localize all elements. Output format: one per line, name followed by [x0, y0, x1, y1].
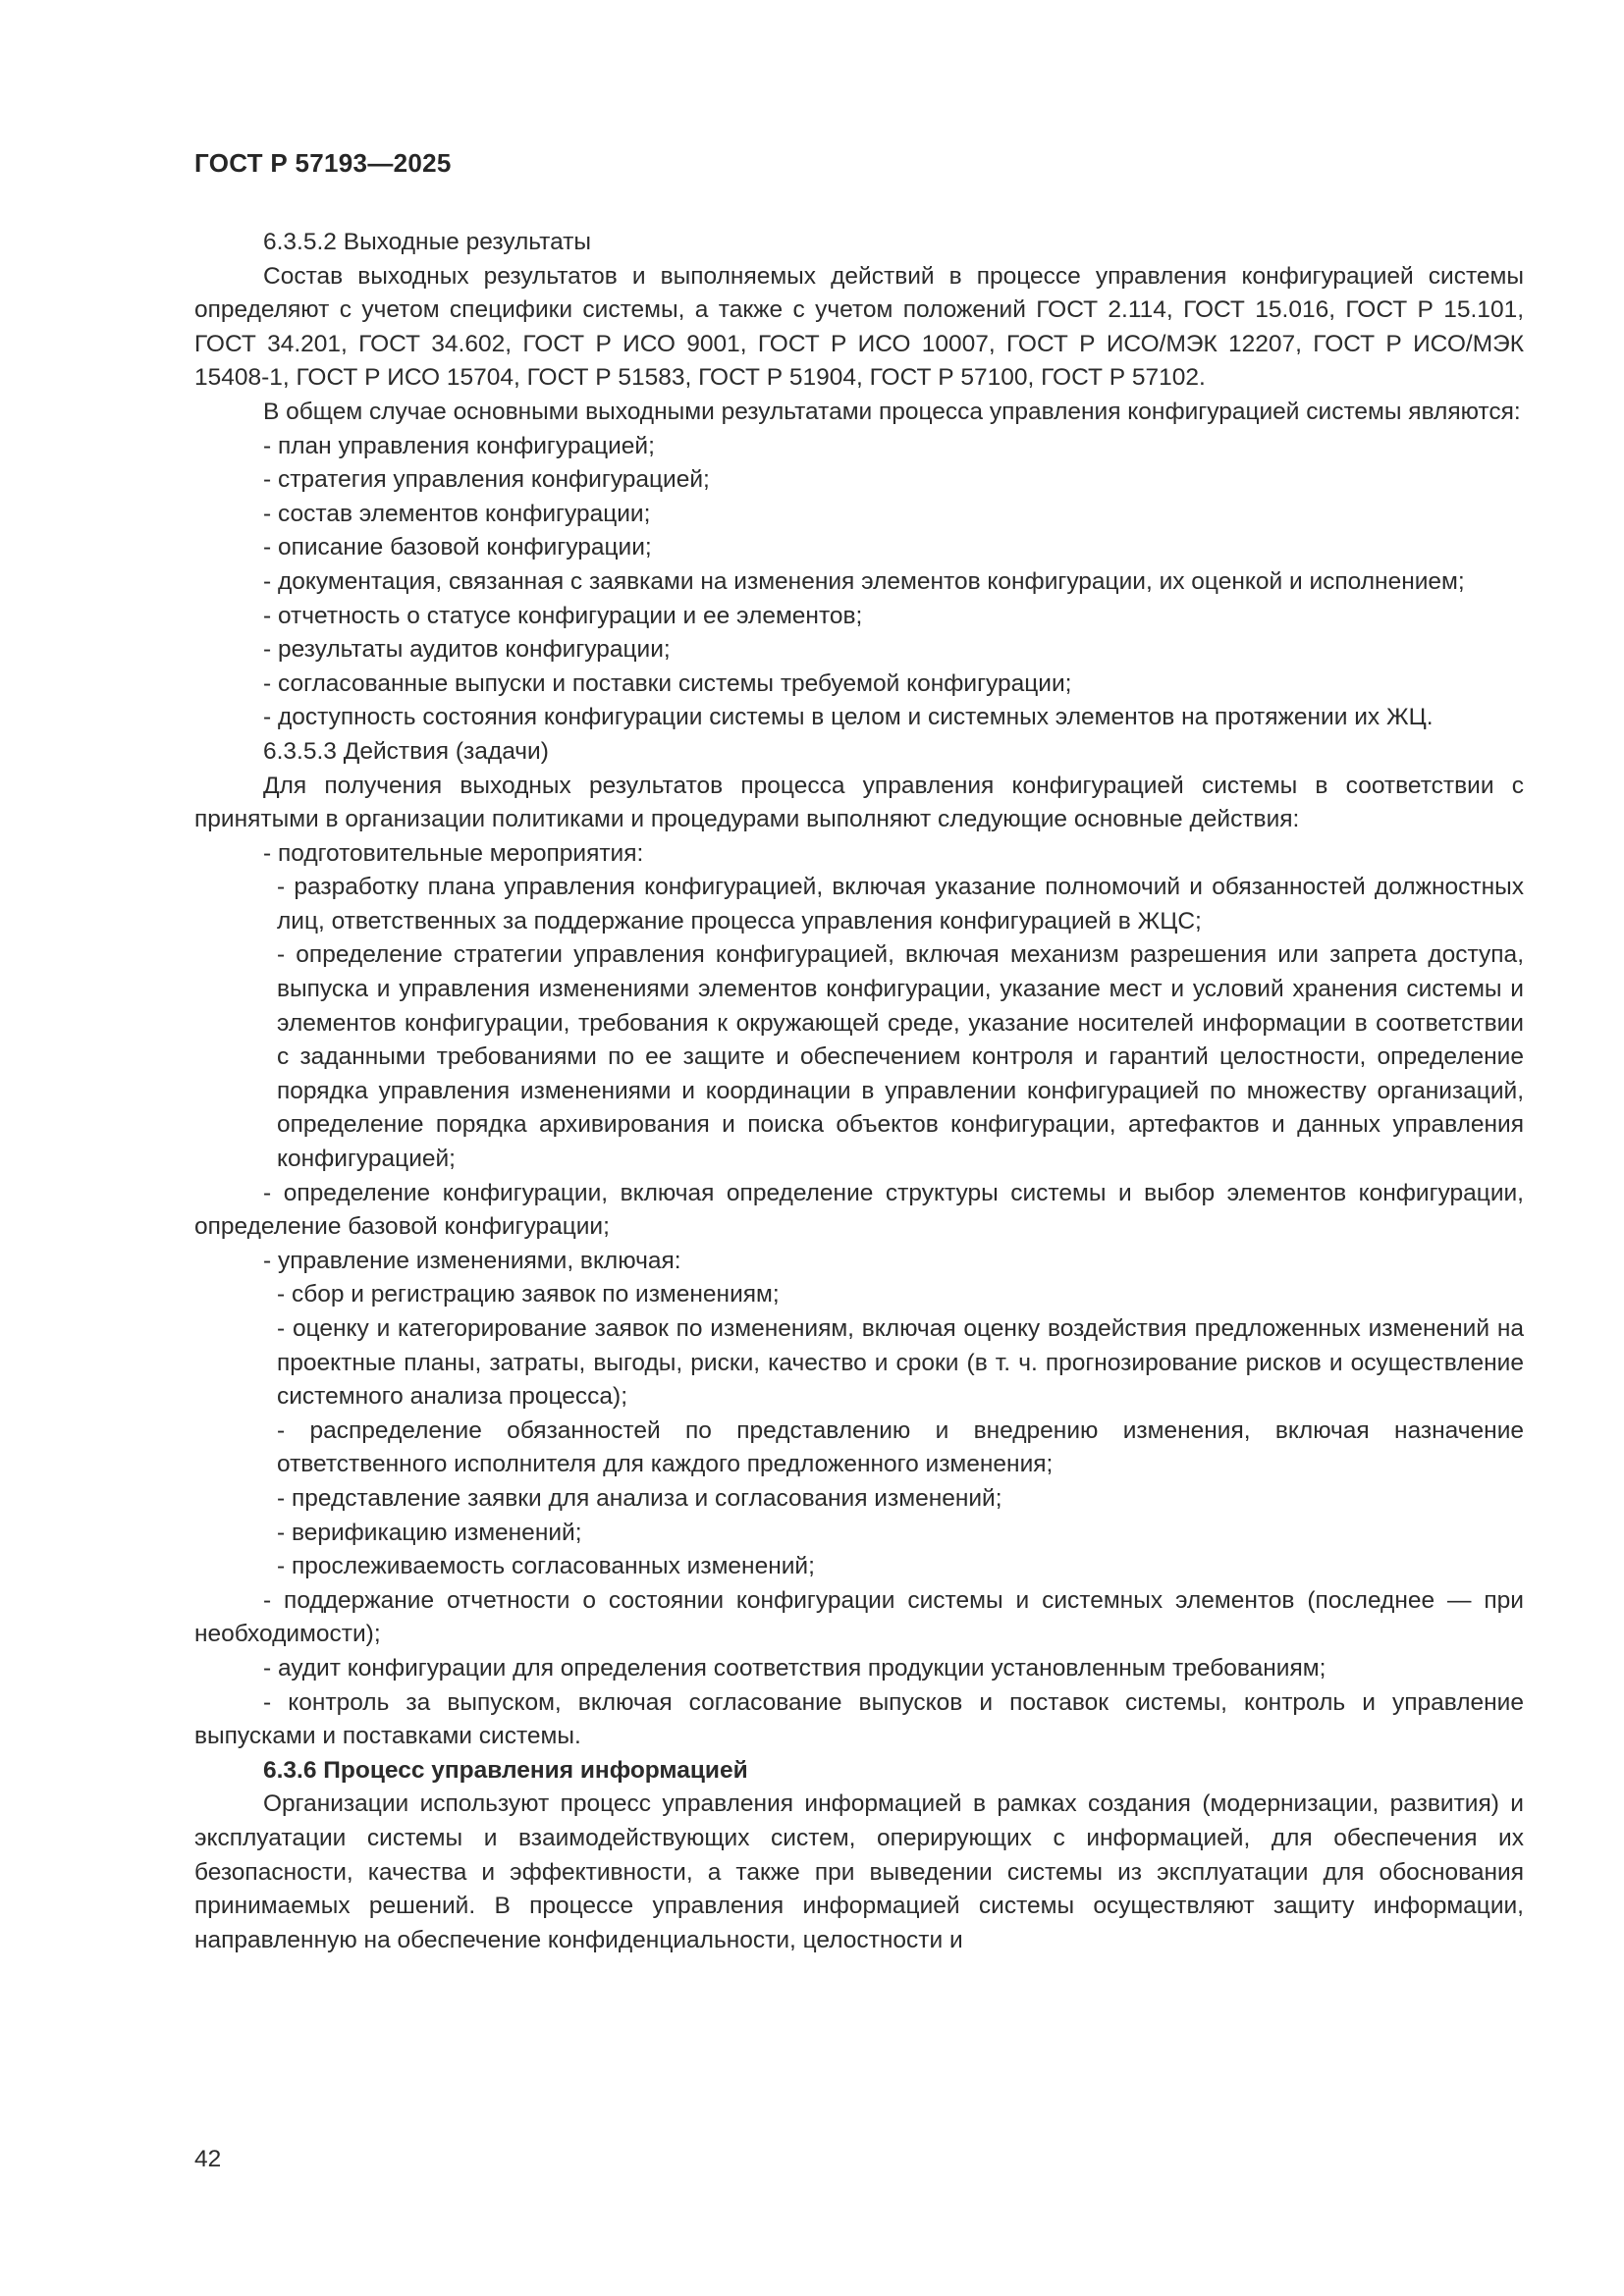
- section-heading-6-3-5-3: 6.3.5.3 Действия (задачи): [263, 737, 549, 765]
- document-code-header: ГОСТ Р 57193—2025: [194, 148, 452, 178]
- list-item: - управление изменениями, включая:: [263, 1247, 681, 1274]
- sub-list-item: - верификацию изменений;: [277, 1519, 582, 1546]
- list-item: - поддержание отчетности о состоянии конфигурации системы и системных элементов (последнее — при необходимости);: [194, 1586, 1524, 1648]
- sub-list-item: - распределение обязанностей по представлению и внедрению изменения, включая назначение ответственного исполнителя для каждого предложенного изменения;: [277, 1416, 1524, 1478]
- paragraph: Организации используют процесс управления информацией в рамках создания (модернизации, развития) и эксплуатации системы и взаимодействующих систем, оперирующих с информацией, для обеспечения их безопасности, качества и эффективности, а также при выведении системы из эксплуатации для обоснования принимаемых решений. В процессе управления информацией системы осуществляют защиту информации, направленную на обеспечение конфиденциальности, целостности и: [194, 1790, 1524, 1953]
- paragraph: Состав выходных результатов и выполняемых действий в процессе управления конфигурацией системы определяют с учетом специфики системы, а также с учетом положений ГОСТ 2.114, ГОСТ 15.016, ГОСТ Р 15.101, ГОСТ 34.201, ГОСТ 34.602, ГОСТ Р ИСО 9001, ГОСТ Р ИСО 10007, ГОСТ Р ИСО/МЭК 12207, ГОСТ Р ИСО/МЭК 15408-1, ГОСТ Р ИСО 15704, ГОСТ Р 51583, ГОСТ Р 51904, ГОСТ Р 57100, ГОСТ Р 57102.: [194, 262, 1524, 392]
- sub-list-item: - сбор и регистрацию заявок по изменениям;: [277, 1281, 780, 1308]
- paragraph: Для получения выходных результатов процесса управления конфигурацией системы в соответствии с принятыми в организации политиками и процедурами выполняют следующие основные действия:: [194, 772, 1524, 833]
- document-body: [194, 226, 1524, 1957]
- list-item: - стратегия управления конфигурацией;: [263, 466, 710, 494]
- list-item: - определение конфигурации, включая определение структуры системы и выбор элементов конфигурации, определение базовой конфигурации;: [194, 1179, 1524, 1241]
- sub-list-item: - оценку и категорирование заявок по изменениям, включая оценку воздействия предложенных изменений на проектные планы, затраты, выгоды, риски, качество и сроки (в т. ч. прогнозирование рисков и осуществление системного анализа процесса);: [277, 1315, 1524, 1411]
- list-item: - контроль за выпуском, включая согласование выпусков и поставок системы, контроль и управление выпусками и поставками системы.: [194, 1688, 1524, 1750]
- paragraph: В общем случае основными выходными результатами процесса управления конфигурацией системы являются:: [263, 398, 1521, 425]
- sub-list-item: - определение стратегии управления конфигурацией, включая механизм разрешения или запрета доступа, выпуска и управления изменениями элементов конфигурации, указание мест и условий хранения системы и элементов конфигурации, требования к окружающей среде, указание носителей информации в соответствии с заданными требованиями по ее защите и обеспечением контроля и гарантий целостности, определение порядка управления изменениями и координации в управлении конфигурацией по множеству организаций, определение порядка архивирования и поиска объектов конфигурации, артефактов и данных управления конфигурацией;: [277, 941, 1524, 1173]
- list-item: - доступность состояния конфигурации системы в целом и системных элементов на протяжении их ЖЦ.: [263, 704, 1434, 731]
- page-number: 42: [194, 2146, 222, 2172]
- sub-list-item: - представление заявки для анализа и согласования изменений;: [277, 1484, 1002, 1512]
- section-heading-6-3-6: 6.3.6 Процесс управления информацией: [263, 1756, 748, 1784]
- list-item: - согласованные выпуски и поставки системы требуемой конфигурации;: [263, 669, 1072, 697]
- sub-list-item: - прослеживаемость согласованных изменений;: [277, 1553, 815, 1580]
- list-item: - результаты аудитов конфигурации;: [263, 636, 671, 664]
- list-item: - план управления конфигурацией;: [263, 432, 655, 459]
- list-item: - отчетность о статусе конфигурации и ее элементов;: [263, 602, 863, 629]
- list-item: - состав элементов конфигурации;: [263, 500, 651, 527]
- list-item: - описание базовой конфигурации;: [263, 534, 652, 561]
- sub-list-item: - разработку плана управления конфигурацией, включая указание полномочий и обязанностей должностных лиц, ответственных за поддержание процесса управления конфигурацией в ЖЦС;: [277, 874, 1524, 934]
- list-item: - документация, связанная с заявками на изменения элементов конфигурации, их оценкой и исполнением;: [263, 567, 1465, 595]
- list-item: - аудит конфигурации для определения соответствия продукции установленным требованиям;: [263, 1654, 1326, 1682]
- section-heading-6-3-5-2: 6.3.5.2 Выходные результаты: [263, 229, 592, 255]
- list-item: - подготовительные мероприятия:: [263, 839, 644, 867]
